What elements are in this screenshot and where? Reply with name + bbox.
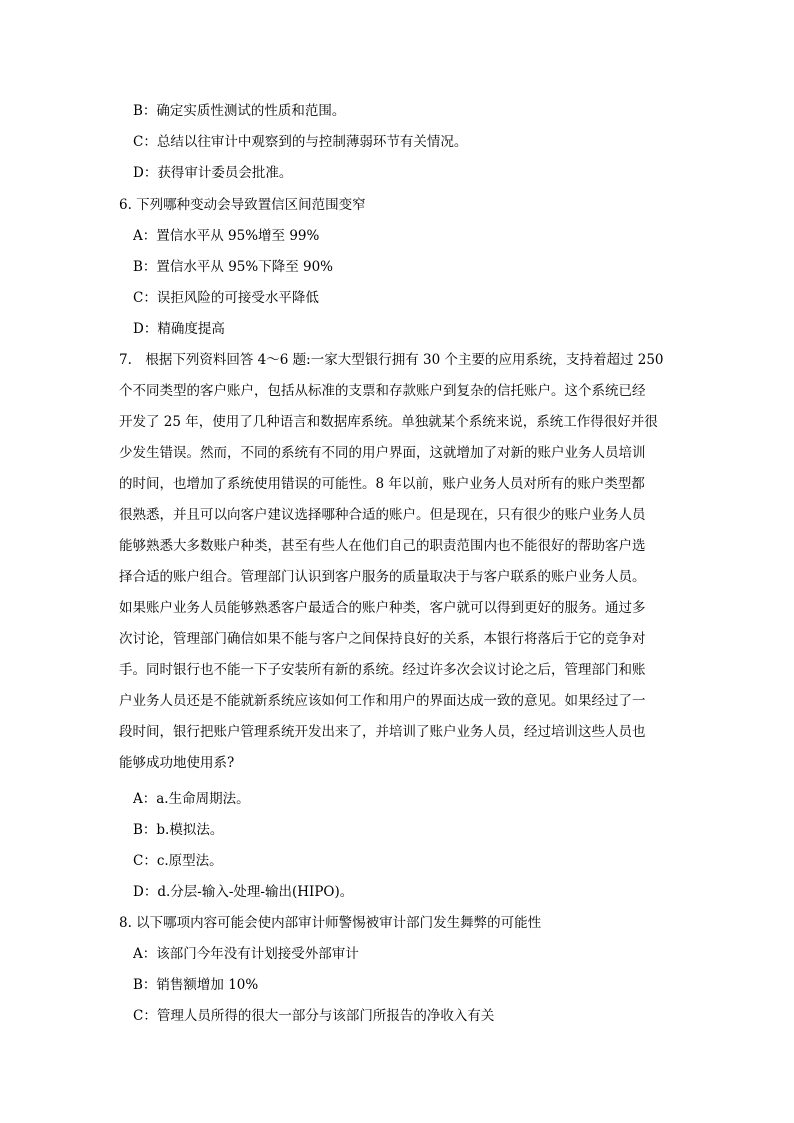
question-8-option-a: A：该部门今年没有计划接受外部审计 bbox=[133, 946, 359, 962]
question-7-line: 开发了 25 年，使用了几种语言和数据库系统。单独就某个系统来说，系统工作得很好并很 bbox=[119, 414, 658, 430]
option-d-prev: D：获得审计委员会批准。 bbox=[133, 165, 293, 181]
question-7-option-b: B：b.模拟法。 bbox=[133, 822, 224, 838]
question-7-line: 7. 根据下列资料回答 4～6 题:一家大型银行拥有 30 个主要的应用系统，支持着超过 250 bbox=[119, 352, 664, 368]
question-7-line: 如果账户业务人员能够熟悉客户最适合的账户种类，客户就可以得到更好的服务。通过多 bbox=[119, 600, 646, 616]
question-6-option-a: A：置信水平从 95%增至 99% bbox=[133, 228, 320, 244]
option-c-prev: C：总结以往审计中观察到的与控制薄弱环节有关情况。 bbox=[133, 134, 468, 150]
question-7-line: 次讨论，管理部门确信如果不能与客户之间保持良好的关系，本银行将落后于它的竞争对 bbox=[119, 631, 646, 647]
question-6-option-b: B：置信水平从 95%下降至 90% bbox=[133, 259, 334, 275]
question-7-line: 少发生错误。然而，不同的系统有不同的用户界面，这就增加了对新的账户业务人员培训 bbox=[119, 445, 646, 461]
question-8-option-b: B：销售额增加 10% bbox=[133, 977, 259, 993]
question-8-stem: 8. 以下哪项内容可能会使内部审计师警惕被审计部门发生舞弊的可能性 bbox=[119, 915, 542, 931]
question-7-line: 能够熟悉大多数账户种类，甚至有些人在他们自己的职责范围内也不能很好的帮助客户选 bbox=[119, 538, 646, 554]
option-b-prev: B：确定实质性测试的性质和范围。 bbox=[133, 103, 346, 119]
question-7-line: 很熟悉，并且可以向客户建议选择哪种合适的账户。但是现在，只有很少的账户业务人员 bbox=[119, 507, 646, 523]
question-7-line: 手。同时银行也不能一下子安装所有新的系统。经过许多次会议讨论之后，管理部门和账 bbox=[119, 662, 646, 678]
question-7-stem bbox=[119, 350, 679, 784]
question-7-option-a: A：a.生命周期法。 bbox=[133, 791, 250, 807]
question-7-option-c: C：c.原型法。 bbox=[133, 853, 223, 869]
question-7-line: 能够成功地使用系? bbox=[119, 755, 235, 771]
question-7-line: 的时间，也增加了系统使用错误的可能性。8 年以前，账户业务人员对所有的账户类型都 bbox=[119, 476, 645, 492]
question-6-option-c: C：误拒风险的可接受水平降低 bbox=[133, 290, 319, 306]
question-6-option-d: D：精确度提高 bbox=[133, 321, 225, 337]
question-7-line: 段时间，银行把账户管理系统开发出来了，并培训了账户业务人员，经过培训这些人员也 bbox=[119, 724, 646, 740]
question-8-option-c: C：管理人员所得的很大一部分与该部门所报告的净收入有关 bbox=[133, 1008, 495, 1024]
question-7-line: 个不同类型的客户账户，包括从标准的支票和存款账户到复杂的信托账户。这个系统已经 bbox=[119, 383, 646, 399]
question-7-option-d: D：d.分层-输入-处理-输出(HIPO)。 bbox=[133, 884, 354, 900]
question-7-line: 户业务人员还是不能就新系统应该如何工作和用户的界面达成一致的意见。如果经过了一 bbox=[119, 693, 646, 709]
question-7-line: 择合适的账户组合。管理部门认识到客户服务的质量取决于与客户联系的账户业务人员。 bbox=[119, 569, 646, 585]
question-6-stem: 6. 下列哪种变动会导致置信区间范围变窄 bbox=[119, 197, 366, 213]
